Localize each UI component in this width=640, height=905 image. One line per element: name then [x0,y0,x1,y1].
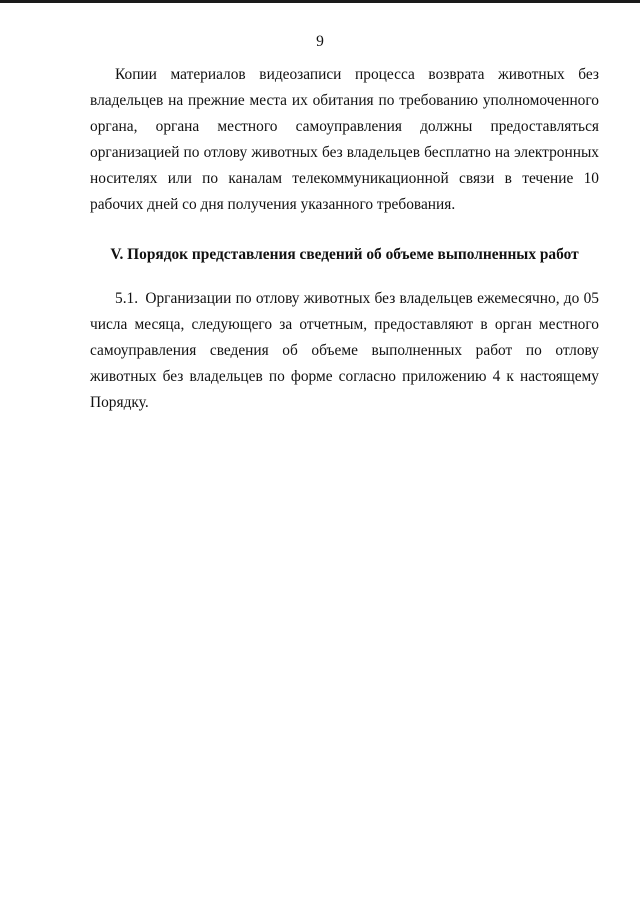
paragraph-video-copies: Копии материалов видеозаписи процесса возврата животных без владельцев на прежние места их обитания по требованию уполномоченного органа, органа местного самоуправления должны предоставляться организацией по отлову животных без владельцев бесплатно на электронных носителях или по каналам телекоммуникационной связи в течение 10 рабочих дней со дня получения указанного требования. [90,66,599,213]
clause-text: Организации по отлову животных без владельцев ежемесячно, до 05 числа месяца, следующего за отчетным, предоставляют в орган местного самоуправления сведения об объеме выполненных работ по отлову животных без владельцев по форме согласно приложению 4 к настоящему Порядку. [90,290,599,411]
page-number: 9 [316,33,324,50]
page-top-border [0,0,640,3]
section-heading-v: V. Порядок представления сведений об объеме выполненных работ [110,246,579,263]
document-body [90,62,599,416]
clause-number: 5.1. [115,290,139,307]
clause-5-1 [90,286,599,416]
